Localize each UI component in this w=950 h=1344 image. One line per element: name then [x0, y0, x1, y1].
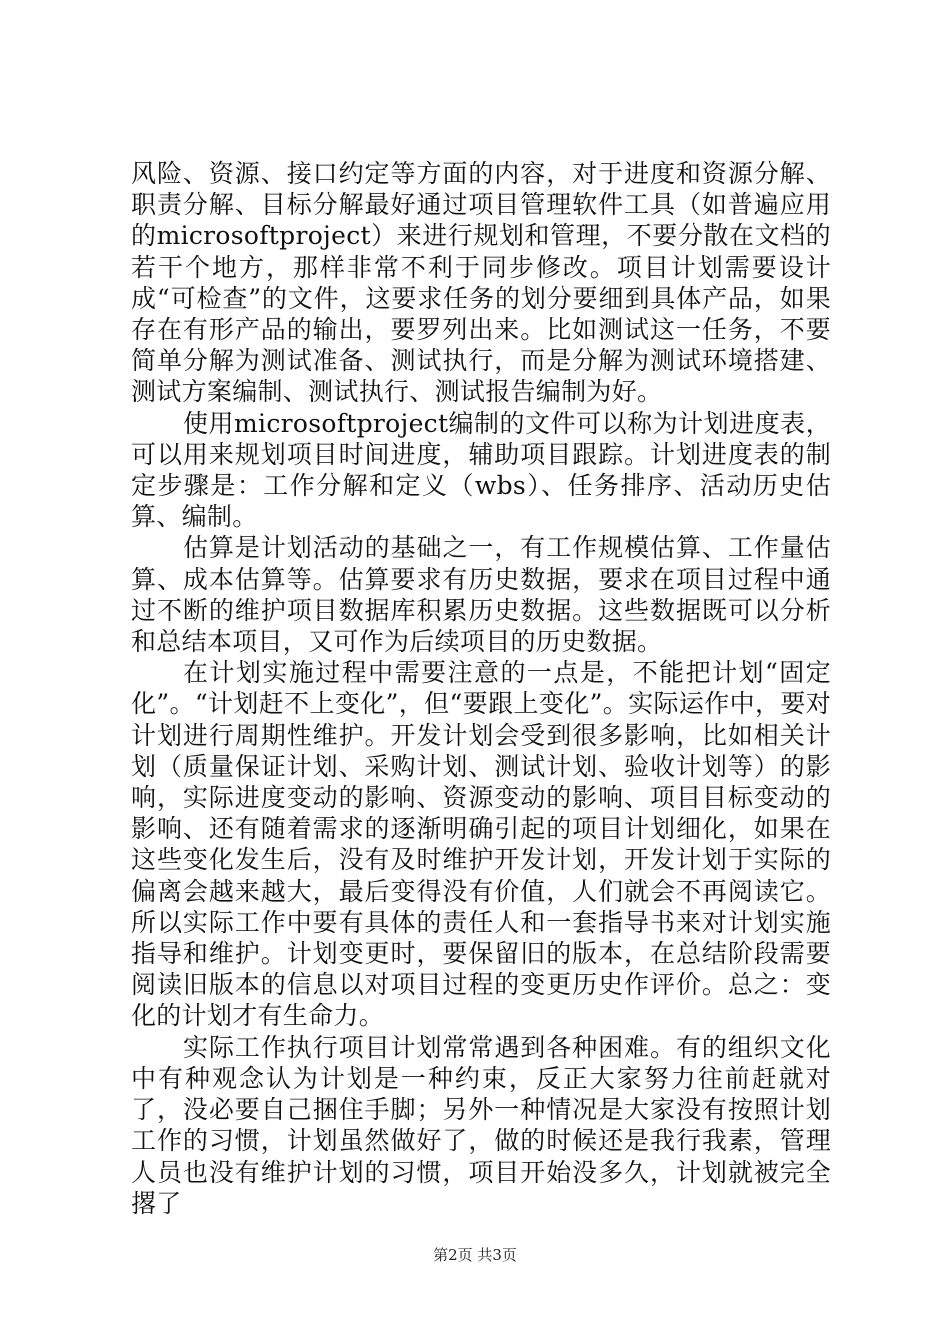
document-body: [131, 158, 831, 1219]
paragraph-3: 估算是计划活动的基础之一，有工作规模估算、工作量估算、成本估算等。估算要求有历史数据，要求在项目过程中通过不断的维护项目数据库积累历史数据。这些数据既可以分析和总结本项目，又可作为后续项目的历史数据。: [131, 533, 831, 657]
paragraph-1: 风险、资源、接口约定等方面的内容，对于进度和资源分解、职责分解、目标分解最好通过项目管理软件工具（如普遍应用的microsoftproject）来进行规划和管理，不要分散在文档的若干个地方，那样非常不利于同步修改。项目计划需要设计成“可检查”的文件，这要求任务的划分要细到具体产品，如果存在有形产品的输出，要罗列出来。比如测试这一任务，不要简单分解为测试准备、测试执行，而是分解为测试环境搭建、测试方案编制、测试执行、测试报告编制为好。: [131, 159, 831, 407]
paragraph-2: 使用microsoftproject编制的文件可以称为计划进度表，可以用来规划项目时间进度，辅助项目跟踪。计划进度表的制定步骤是：工作分解和定义（wbs）、任务排序、活动历史估算、编制。: [131, 408, 831, 532]
page-number-label: 第2页 共3页: [433, 1246, 517, 1264]
paragraph-4: 在计划实施过程中需要注意的一点是，不能把计划“固定化”。“计划赶不上变化”，但“要跟上变化”。实际运作中，要对计划进行周期性维护。开发计划会受到很多影响，比如相关计划（质量保证计划、采购计划、测试计划、验收计划等）的影响，实际进度变动的影响、资源变动的影响、项目目标变动的影响、还有随着需求的逐渐明确引起的项目计划细化，如果在这些变化发生后，没有及时维护开发计划，开发计划于实际的偏离会越来越大，最后变得没有价值，人们就会不再阅读它。所以实际工作中要有具体的责任人和一套指导书来对计划实施指导和维护。计划变更时，要保留旧的版本，在总结阶段需要阅读旧版本的信息以对项目过程的变更历史作评价。总之：变化的计划才有生命力。: [131, 658, 831, 1031]
paragraph-5: 实际工作执行项目计划常常遇到各种困难。有的组织文化中有种观念认为计划是一种约束，反正大家努力往前赶就对了，没必要自己捆住手脚；另外一种情况是大家没有按照计划工作的习惯，计划虽然做好了，做的时候还是我行我素，管理人员也没有维护计划的习惯，项目开始没多久，计划就被完全撂了: [131, 1032, 831, 1218]
page-footer: [0, 1244, 950, 1265]
